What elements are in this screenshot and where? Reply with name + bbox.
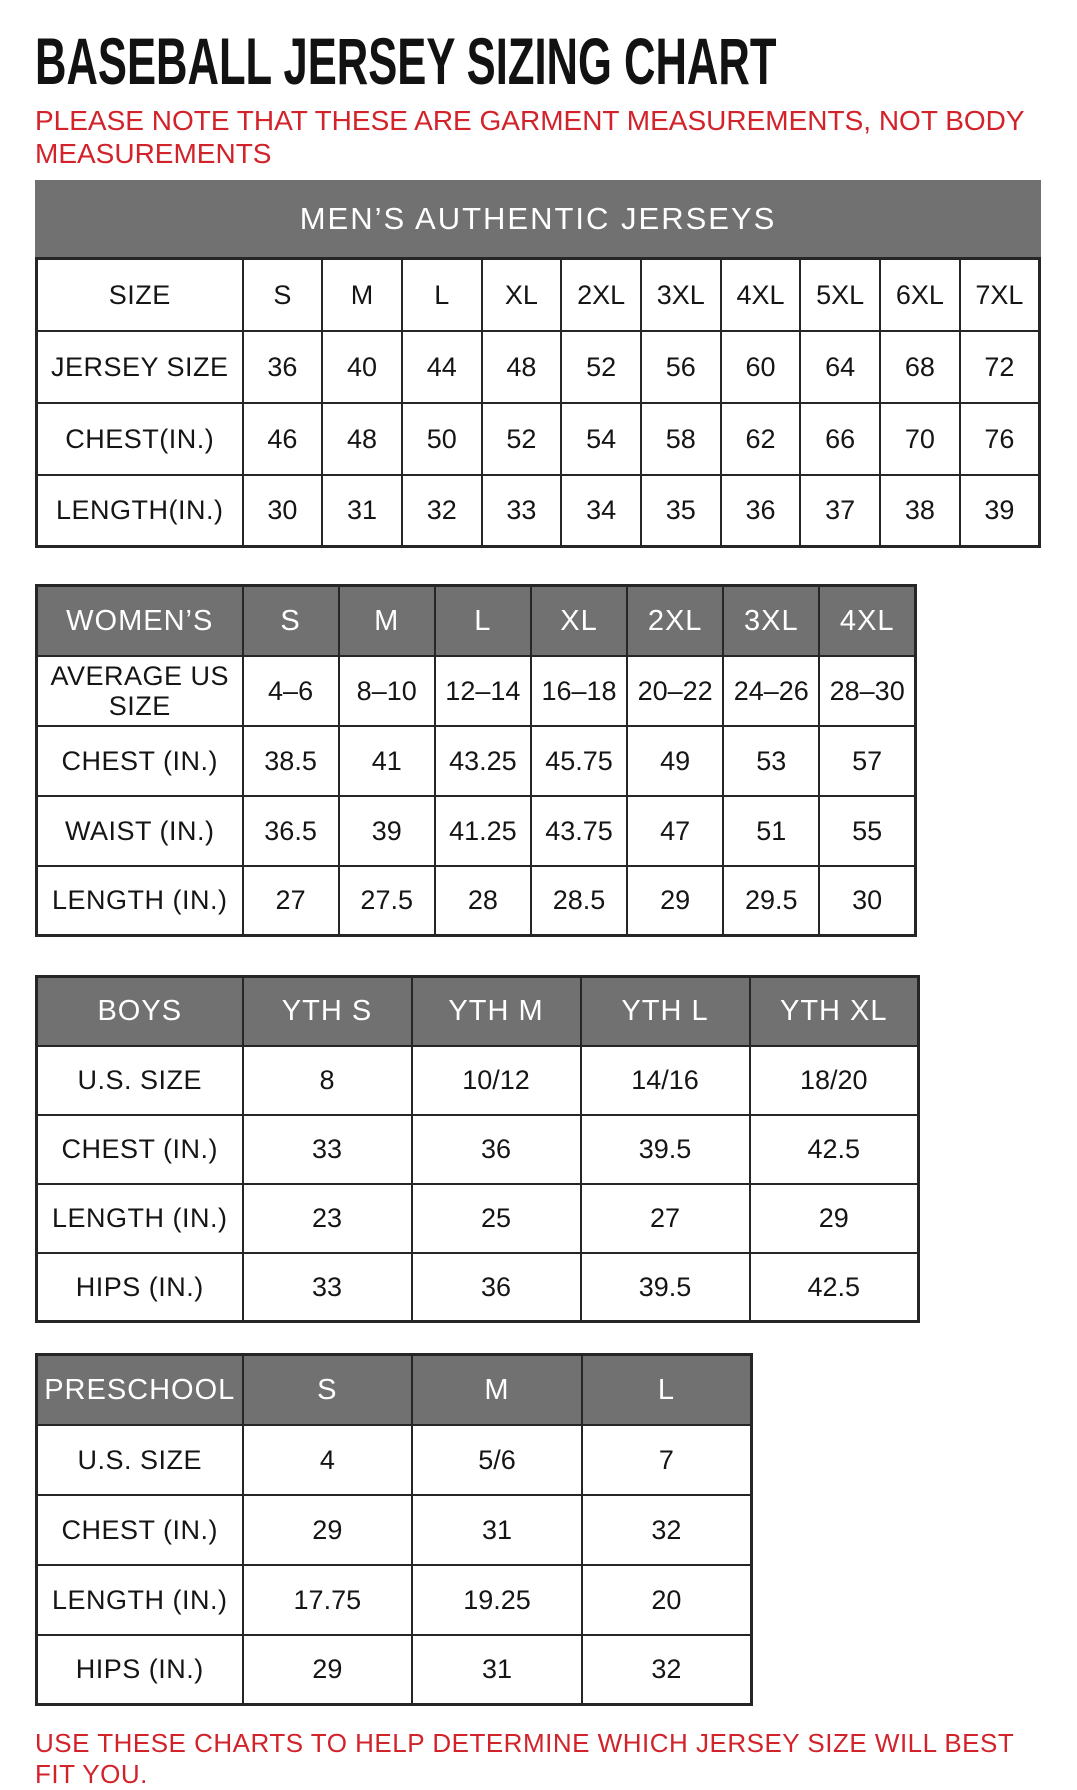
- size-value: 64: [800, 331, 880, 403]
- size-value: 20–22: [627, 656, 723, 726]
- size-value: 36: [412, 1253, 581, 1322]
- size-value: 70: [880, 403, 960, 475]
- size-value: 10/12: [412, 1046, 581, 1115]
- row-label: HIPS (IN.): [37, 1253, 243, 1322]
- column-header: XL: [531, 586, 627, 656]
- size-value: 29: [243, 1495, 413, 1565]
- size-value: 4XL: [721, 259, 801, 331]
- size-value: 36: [243, 331, 323, 403]
- column-header: 4XL: [819, 586, 915, 656]
- size-value: 38.5: [243, 726, 339, 796]
- row-label: U.S. SIZE: [37, 1046, 243, 1115]
- size-value: 72: [960, 331, 1040, 403]
- size-value: 42.5: [750, 1115, 919, 1184]
- size-value: 14/16: [581, 1046, 750, 1115]
- size-value: 45.75: [531, 726, 627, 796]
- size-value: 62: [721, 403, 801, 475]
- garment-measurement-note: PLEASE NOTE THAT THESE ARE GARMENT MEASUREMENTS, NOT BODY MEASUREMENTS: [35, 105, 1025, 169]
- row-label: CHEST (IN.): [37, 1115, 243, 1184]
- size-value: 53: [723, 726, 819, 796]
- size-value: 30: [243, 475, 323, 547]
- row-label: LENGTH (IN.): [37, 866, 243, 936]
- page-title: [35, 26, 1041, 98]
- size-value: 32: [402, 475, 482, 547]
- size-value: 34: [561, 475, 641, 547]
- size-value: 40: [322, 331, 402, 403]
- column-header: M: [412, 1355, 582, 1425]
- size-value: 18/20: [750, 1046, 919, 1115]
- column-header: L: [435, 586, 531, 656]
- row-label: SIZE: [37, 259, 243, 331]
- row-label: LENGTH (IN.): [37, 1184, 243, 1253]
- column-header: BOYS: [37, 977, 243, 1046]
- size-value: 33: [243, 1253, 412, 1322]
- column-header: WOMEN’S: [37, 586, 243, 656]
- row-label: CHEST (IN.): [37, 726, 243, 796]
- size-value: 43.75: [531, 796, 627, 866]
- size-value: 32: [582, 1495, 752, 1565]
- size-value: 27: [581, 1184, 750, 1253]
- size-value: 27.5: [339, 866, 435, 936]
- size-value: 29: [750, 1184, 919, 1253]
- column-header: L: [582, 1355, 752, 1425]
- size-value: 36: [412, 1115, 581, 1184]
- row-label: U.S. SIZE: [37, 1425, 243, 1495]
- size-value: 33: [243, 1115, 412, 1184]
- size-value: 12–14: [435, 656, 531, 726]
- size-value: 60: [721, 331, 801, 403]
- size-value: 39.5: [581, 1253, 750, 1322]
- size-value: 8–10: [339, 656, 435, 726]
- size-value: 7: [582, 1425, 752, 1495]
- size-value: 27: [243, 866, 339, 936]
- size-value: 23: [243, 1184, 412, 1253]
- size-value: 39: [339, 796, 435, 866]
- size-value: 29: [627, 866, 723, 936]
- size-value: 6XL: [880, 259, 960, 331]
- row-label: LENGTH (IN.): [37, 1565, 243, 1635]
- size-value: L: [402, 259, 482, 331]
- row-label: CHEST(IN.): [37, 403, 243, 475]
- page-title-text: BASEBALL JERSEY SIZING CHART: [35, 24, 777, 98]
- size-value: 56: [641, 331, 721, 403]
- size-value: 4: [243, 1425, 413, 1495]
- size-value: 28.5: [531, 866, 627, 936]
- row-label: LENGTH(IN.): [37, 475, 243, 547]
- womens-sizing-table: [35, 584, 917, 937]
- size-value: 55: [819, 796, 915, 866]
- boys-sizing-table: [35, 975, 920, 1323]
- size-value: 66: [800, 403, 880, 475]
- size-value: 31: [412, 1495, 582, 1565]
- size-value: 48: [322, 403, 402, 475]
- size-value: 25: [412, 1184, 581, 1253]
- size-value: 38: [880, 475, 960, 547]
- size-value: 49: [627, 726, 723, 796]
- row-label: AVERAGE US SIZE: [37, 656, 243, 726]
- row-label: WAIST (IN.): [37, 796, 243, 866]
- preschool-sizing-table: [35, 1353, 753, 1706]
- size-value: 48: [482, 331, 562, 403]
- size-value: 33: [482, 475, 562, 547]
- size-value: 51: [723, 796, 819, 866]
- mens-table-banner: MEN’S AUTHENTIC JERSEYS: [35, 180, 1041, 257]
- size-value: 58: [641, 403, 721, 475]
- column-header: S: [243, 586, 339, 656]
- size-value: 76: [960, 403, 1040, 475]
- size-value: 20: [582, 1565, 752, 1635]
- size-value: 3XL: [641, 259, 721, 331]
- size-value: 41.25: [435, 796, 531, 866]
- size-value: 28: [435, 866, 531, 936]
- size-value: 36: [721, 475, 801, 547]
- size-value: 5XL: [800, 259, 880, 331]
- size-value: 42.5: [750, 1253, 919, 1322]
- size-value: 54: [561, 403, 641, 475]
- size-value: 52: [561, 331, 641, 403]
- size-value: 37: [800, 475, 880, 547]
- size-value: 57: [819, 726, 915, 796]
- size-value: 32: [582, 1635, 752, 1705]
- column-header: YTH L: [581, 977, 750, 1046]
- size-value: S: [243, 259, 323, 331]
- size-value: 4–6: [243, 656, 339, 726]
- size-value: 31: [322, 475, 402, 547]
- size-value: 35: [641, 475, 721, 547]
- size-value: XL: [482, 259, 562, 331]
- size-value: 8: [243, 1046, 412, 1115]
- column-header: YTH XL: [750, 977, 919, 1046]
- column-header: S: [243, 1355, 413, 1425]
- size-value: 7XL: [960, 259, 1040, 331]
- size-value: 19.25: [412, 1565, 582, 1635]
- mens-sizing-table: [35, 257, 1041, 548]
- size-value: 39: [960, 475, 1040, 547]
- column-header: YTH S: [243, 977, 412, 1046]
- column-header: 3XL: [723, 586, 819, 656]
- size-value: 44: [402, 331, 482, 403]
- column-header: PRESCHOOL: [37, 1355, 243, 1425]
- size-value: 47: [627, 796, 723, 866]
- size-value: 29.5: [723, 866, 819, 936]
- size-value: 29: [243, 1635, 413, 1705]
- size-value: 5/6: [412, 1425, 582, 1495]
- column-header: 2XL: [627, 586, 723, 656]
- size-value: 46: [243, 403, 323, 475]
- size-value: 30: [819, 866, 915, 936]
- row-label: JERSEY SIZE: [37, 331, 243, 403]
- size-value: 36.5: [243, 796, 339, 866]
- footer-note: USE THESE CHARTS TO HELP DETERMINE WHICH JERSEY SIZE WILL BEST FIT YOU.: [35, 1728, 1014, 1789]
- size-value: 41: [339, 726, 435, 796]
- column-header: M: [339, 586, 435, 656]
- size-value: 39.5: [581, 1115, 750, 1184]
- size-value: 24–26: [723, 656, 819, 726]
- size-value: 17.75: [243, 1565, 413, 1635]
- size-value: 50: [402, 403, 482, 475]
- size-value: 68: [880, 331, 960, 403]
- row-label: CHEST (IN.): [37, 1495, 243, 1565]
- size-value: 52: [482, 403, 562, 475]
- size-value: 16–18: [531, 656, 627, 726]
- row-label: HIPS (IN.): [37, 1635, 243, 1705]
- size-value: M: [322, 259, 402, 331]
- size-value: 2XL: [561, 259, 641, 331]
- column-header: YTH M: [412, 977, 581, 1046]
- size-value: 28–30: [819, 656, 915, 726]
- size-value: 31: [412, 1635, 582, 1705]
- size-value: 43.25: [435, 726, 531, 796]
